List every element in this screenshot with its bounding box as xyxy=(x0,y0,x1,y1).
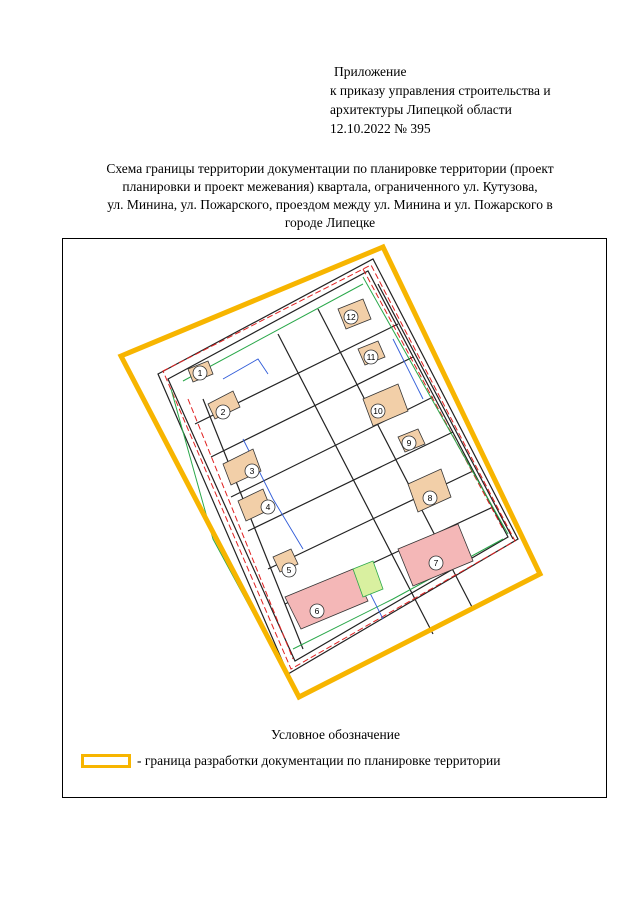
building-label: 9 xyxy=(406,438,412,448)
building-label: 2 xyxy=(220,407,226,417)
building-label: 8 xyxy=(427,493,433,503)
appendix-date-number: 12.10.2022 № 395 xyxy=(330,121,431,136)
building-label: 10 xyxy=(373,406,383,416)
legend-title: Условное обозначение xyxy=(271,727,400,742)
appendix-order-line: к приказу управления строительства и xyxy=(330,83,551,98)
building-label: 7 xyxy=(433,558,439,568)
site-plan-drawing xyxy=(121,247,540,697)
building-label: 3 xyxy=(249,466,255,476)
boundary-swatch xyxy=(81,754,131,768)
building-label: 5 xyxy=(286,565,292,575)
document-title xyxy=(60,160,600,232)
appendix-header xyxy=(330,62,551,138)
title-line-4: городе Липецке xyxy=(284,215,376,230)
building-label: 4 xyxy=(265,502,271,512)
title-line-2: планировки и проект межевания) квартала, ограниченного ул. Кутузова, xyxy=(122,179,538,194)
blue-lines xyxy=(220,339,423,619)
title-line-3: ул. Минина, ул. Пожарского, проездом между ул. Минина и ул. Пожарского в xyxy=(107,197,553,212)
site-plan-map xyxy=(63,239,608,719)
building-label: 1 xyxy=(197,368,203,378)
building-label: 6 xyxy=(314,606,320,616)
legend-item xyxy=(81,753,500,769)
appendix-authority-line: архитектуры Липецкой области xyxy=(330,102,512,117)
title-line-1: Схема границы территории документации по планировке территории (проект xyxy=(106,161,554,176)
building-label: 12 xyxy=(346,312,356,322)
map-frame xyxy=(62,238,607,798)
legend-item-text: - граница разработки документации по планировке территории xyxy=(137,753,501,768)
appendix-label: Приложение xyxy=(334,64,407,79)
building-label: 11 xyxy=(366,352,376,362)
